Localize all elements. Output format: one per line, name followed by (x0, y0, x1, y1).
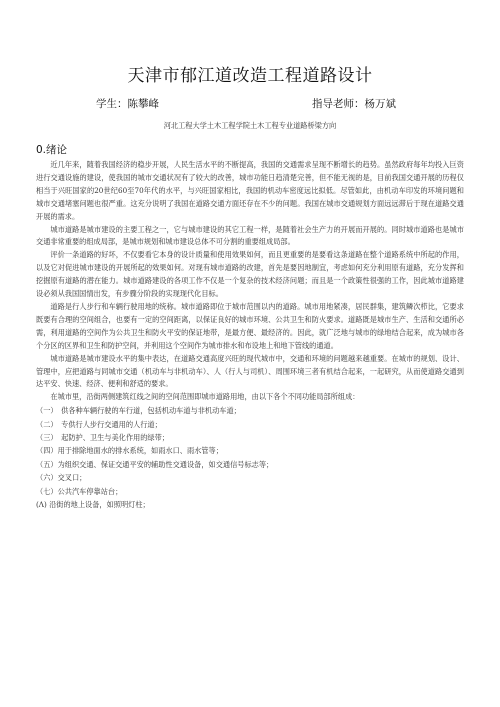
list-item: （一） 供各种车辆行驶的车行道，包括机动车道与非机动车道； (36, 406, 241, 416)
list-item: (Λ) 沿街的地上设备，如照明灯柱； (36, 500, 150, 510)
list-item: （五）为组织交通、保证交通平安的辅助性交通设备，如交通信号标志等； (36, 459, 274, 469)
paragraph: 近几年来，随着我国经济的稳步开展，人民生活水平的不断提高，我国的交通需求呈现不断增长的趋势。虽然政府每年均投入巨资进行交通设施的建设，使我国的城市交通状况有了较大的改善，城市功能日趋清楚完善，但不能无视的是，目前我国交通开展的历程仅相当于兴旺国家的20世纪60至70年代的水平，与兴旺国家相比，我国的机动车密度远比拟低。尽管如此，由机动车印发的环境问题和城市交通堵塞问题也很严重。这充分说明了我国在道路交通方面还存在不少的问题。我国在城市交通规划方面远远滞后于现在道路交通开展的需求。 (36, 160, 464, 221)
list-item: （二） 专供行人步行交通用的人行道； (36, 419, 162, 429)
section-heading: 0.绪论 (36, 144, 68, 156)
author-line (0, 96, 500, 112)
student-name: 学生：陈攀峰 (96, 98, 159, 110)
paragraph: 在城市里，沿街两侧建筑红线之间的空间范围即城市道路用地，由以下各个不同功能局部所组成： (50, 392, 360, 402)
paragraph: 道路是行人步行和车辆行驶用地的统称。城市道路即位于城市范围以内的道路。城市用地紧凑，居民群集，建筑鳞次栉比，它要求既要有合理的空间组合，也要有一定的空间距离，以保证良好的城市环境、公共卫生和防火要求。道路既是城市生产、生活和交通所必需，利用道路的空间作为公共卫生和防火平安的保证地带，是最方便、最经济的。因此，就广泛地与城市的绿地结合起来，成为城市各个分区的区界和卫生和防护空间，并利用这个空间作为城市排水和布设地上和地下管线的通道。 (36, 301, 464, 350)
paragraph: 评价一条道路的好坏，不仅要看它本身的设计质量和使用效果如何，而且更重要的是要看这条道路在整个道路系统中所起的作用，以及它对促进城市建设的开展所起的效果如何。对现有城市道路的改建，首先是要因地制宜，考虑如何充分利用原有道路，充分发挥和挖掘原有道路的潜在能力。城市道路建设的各项工作不仅是一个复杂的技术经济问题；而且是一个政策性很强的工作，因此城市道路建设必须从我国国情出发，有步骤分阶段的实现现代化目标。 (36, 250, 464, 299)
document-title: 天津市郁江道改造工程道路设计 (127, 66, 373, 86)
paragraph: 城市道路是城市建设水平的集中表达，在道路交通高度兴旺的现代城市中，交通和环境的问题越来越重要。在城市的规划、设计、管理中，应把道路与同城市交通（机动车与非机动车）、人（行人与司机）、周围环境三者有机结合起来，一起研究，从而使道路交通到达平安、快速、经济、便利和舒适的要求。 (36, 353, 464, 389)
affiliation: 河北工程大学土木工程学院土木工程专业道路桥梁方向 (163, 121, 337, 130)
list-item: （四）用于排除地面水的排水系统，如雨水口、雨水管等； (36, 446, 223, 456)
list-item: （六）交叉口； (36, 473, 87, 483)
advisor-name: 指导老师：杨万斌 (312, 98, 396, 110)
list-item: （七）公共汽车停靠站台； (36, 486, 123, 496)
document-body (36, 159, 464, 511)
list-item: （三） 起防护、卫生与美化作用的绿带； (36, 433, 169, 443)
paragraph: 城市道路是城市建设的主要工程之一，它与城市建设的其它工程一样，是随着社会生产力的开展而开展的。同时城市道路也是城市交通非常重要的组成局部，是城市规划和城市建设总体不可分割的重要组成局部。 (36, 224, 464, 247)
